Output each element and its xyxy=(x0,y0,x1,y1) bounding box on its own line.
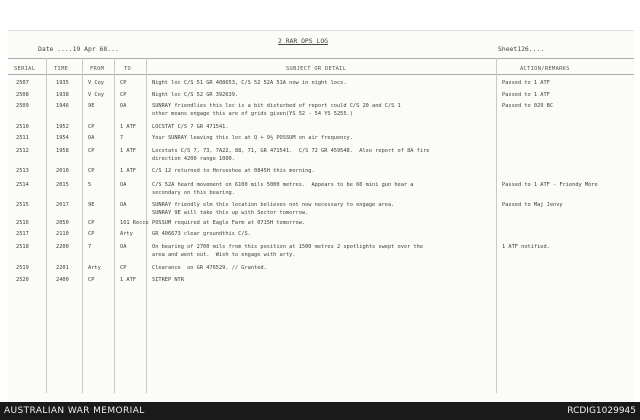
to-cell: Arty xyxy=(120,231,133,237)
subject-line: On bearing of 2700 mils from this position at 1500 metres 2 spotlights swept over the xyxy=(152,244,424,250)
action-cell: 1 ATF notified. xyxy=(502,244,550,250)
from-cell: 9E xyxy=(88,202,95,208)
time-cell: 1954 xyxy=(56,135,69,141)
col-divider xyxy=(82,58,83,393)
serial-cell: 2509 xyxy=(16,103,29,109)
serial-cell: 2515 xyxy=(16,202,29,208)
time-cell: 2015 xyxy=(56,182,69,188)
subject-line: Your SUNRAY leaving this loc at Q + 9½ POSSUM on air frequency. xyxy=(152,135,353,141)
footer-institution: AUSTRALIAN WAR MEMORIAL xyxy=(4,406,145,416)
serial-cell: 2514 xyxy=(16,182,29,188)
col-head-to: TO xyxy=(124,66,132,72)
archive-footer xyxy=(0,402,640,420)
action-cell: Passed to 1 ATF - Friendy More xyxy=(502,182,598,188)
from-cell: Arty xyxy=(88,265,101,271)
header-rule-bottom xyxy=(8,74,634,75)
serial-cell: 2507 xyxy=(16,80,29,86)
from-cell: CP xyxy=(88,148,95,154)
time-cell: 1952 xyxy=(56,124,69,130)
serial-cell: 2508 xyxy=(16,92,29,98)
to-cell: OA xyxy=(120,202,127,208)
time-cell: 2200 xyxy=(56,244,69,250)
action-cell: Passed to 1 ATF xyxy=(502,92,550,98)
subject-line: SUNRAY 9E will take this up with Sector tomorrow. xyxy=(152,210,309,216)
to-cell: OA xyxy=(120,182,127,188)
from-cell: V Coy xyxy=(88,80,104,86)
from-cell: CP xyxy=(88,124,95,130)
time-cell: 2201 xyxy=(56,265,69,271)
subject-line: POSSUM required at Eagle Farm at 0715H tomorrow. xyxy=(152,220,306,226)
to-cell: CP xyxy=(120,92,127,98)
sheet-number: Sheet126.... xyxy=(498,45,545,53)
serial-cell: 2516 xyxy=(16,220,29,226)
serial-cell: 2510 xyxy=(16,124,29,130)
to-cell: 161 Recce xyxy=(120,220,149,226)
subject-line: area and went out. Wish to engage with arty. xyxy=(152,252,296,258)
to-cell: OA xyxy=(120,244,127,250)
time-cell: 2110 xyxy=(56,231,69,237)
action-cell: Passed to Maj Jenvy xyxy=(502,202,563,208)
subject-line: C/S 52A heard movement on 6100 mils 5000 metres. Appears to be 60 mini gun hear a xyxy=(152,182,414,188)
col-divider xyxy=(46,58,47,393)
col-head-from: FROM xyxy=(90,66,105,72)
to-cell: CP xyxy=(120,265,127,271)
header-rule-top xyxy=(8,58,634,59)
to-cell: 1 ATF xyxy=(120,124,136,130)
col-head-time: TIME xyxy=(54,66,69,72)
to-cell: 1 ATF xyxy=(120,168,136,174)
col-divider xyxy=(114,58,115,393)
subject-line: GR 406673 clear groundthis C/S. xyxy=(152,231,251,237)
subject-line: Night loc C/S 51 GR 408653, C/S 52 52A 51A now in night locs. xyxy=(152,80,347,86)
subject-line: other means engage this are of grids given(YS 52 - 54 YS 5255.) xyxy=(152,111,353,117)
subject-line: SUNRAY friendlies this loc is a bit disturbed of report could C/S 20 and C/S 1 xyxy=(152,103,401,109)
time-cell: 1946 xyxy=(56,103,69,109)
from-cell: 5 xyxy=(88,182,92,188)
from-cell: CP xyxy=(88,231,95,237)
time-cell: 1958 xyxy=(56,148,69,154)
time-cell: 1938 xyxy=(56,92,69,98)
from-cell: 7 xyxy=(88,244,92,250)
serial-cell: 2512 xyxy=(16,148,29,154)
from-cell: V Coy xyxy=(88,92,104,98)
subject-line: C/S 12 returned to Horseshoe at 0845H this morning. xyxy=(152,168,315,174)
col-head-serial: SERIAL xyxy=(14,66,36,72)
subject-line: direction 4200 range 1000. xyxy=(152,156,235,162)
time-cell: 2010 xyxy=(56,168,69,174)
log-title: 2 RAR OPS LOG xyxy=(278,37,329,45)
date-label: Date ....19 Apr 68... xyxy=(38,45,119,53)
subject-line: LOCSTAT C/S 7 GR 471541. xyxy=(152,124,229,130)
from-cell: OA xyxy=(88,135,95,141)
footer-record-id: RCDIG1029945 xyxy=(567,406,636,416)
from-cell: CP xyxy=(88,220,95,226)
subject-line: secondary on this bearing. xyxy=(152,190,235,196)
serial-cell: 2517 xyxy=(16,231,29,237)
time-cell: 2400 xyxy=(56,277,69,283)
serial-cell: 2520 xyxy=(16,277,29,283)
serial-cell: 2519 xyxy=(16,265,29,271)
from-cell: 9E xyxy=(88,103,95,109)
from-cell: CP xyxy=(88,277,95,283)
to-cell: 7 xyxy=(120,135,124,141)
subject-line: SUNRAY friendly elm this location believes not now necessary to engage area. xyxy=(152,202,395,208)
subject-line: SITREP NTR xyxy=(152,277,184,283)
subject-line: Locstats C/S 7, 73, 7A22, 88, 71, GR 471541. C/S 72 GR 459548. Also report of 8A fire xyxy=(152,148,430,154)
action-cell: Passed to 1 ATF xyxy=(502,80,550,86)
to-cell: 1 ATF xyxy=(120,148,136,154)
col-head-action: ACTION/REMARKS xyxy=(520,66,570,72)
serial-cell: 2513 xyxy=(16,168,29,174)
time-cell: 1935 xyxy=(56,80,69,86)
col-divider xyxy=(496,58,497,393)
serial-cell: 2511 xyxy=(16,135,29,141)
from-cell: CP xyxy=(88,168,95,174)
to-cell: CP xyxy=(120,80,127,86)
time-cell: 2017 xyxy=(56,202,69,208)
time-cell: 2050 xyxy=(56,220,69,226)
col-head-subject: SUBJECT OR DETAIL xyxy=(286,66,347,72)
subject-line: Clearance on GR 476529. // Granted. xyxy=(152,265,267,271)
to-cell: 1 ATF xyxy=(120,277,136,283)
serial-cell: 2518 xyxy=(16,244,29,250)
action-cell: Passed to 029 BC xyxy=(502,103,554,109)
to-cell: OA xyxy=(120,103,127,109)
subject-line: Night loc C/S 52 GR 392639. xyxy=(152,92,239,98)
log-sheet xyxy=(8,30,634,404)
